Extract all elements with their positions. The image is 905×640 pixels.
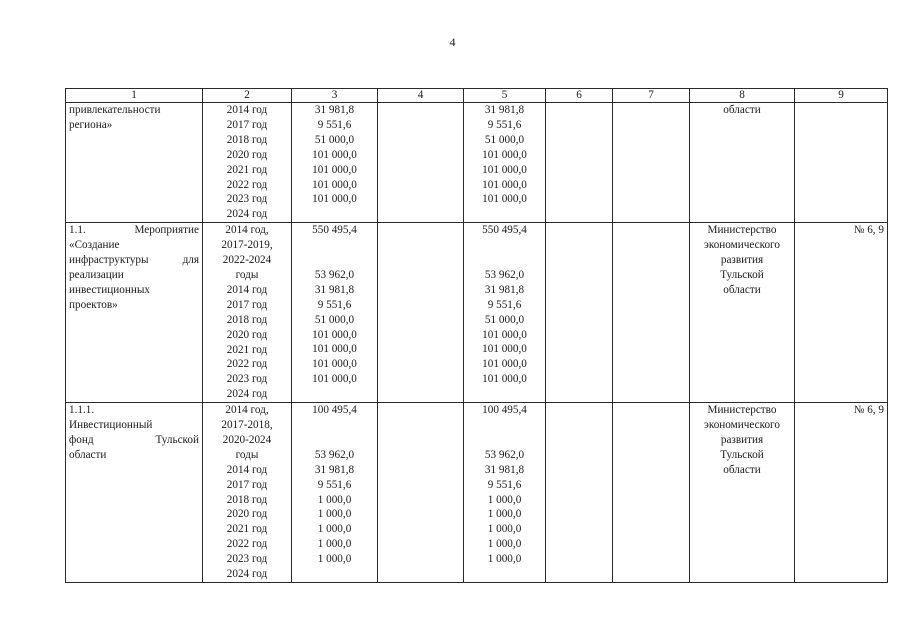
amount-line: 1 000,0 bbox=[487, 493, 522, 506]
period-line: 2023 год bbox=[226, 193, 268, 206]
period-line: 2023 год bbox=[226, 553, 268, 566]
amount-line: 101 000,0 bbox=[312, 373, 357, 386]
table-row bbox=[66, 223, 888, 403]
indicator-cell bbox=[795, 403, 888, 583]
amount-line: 51 000,0 bbox=[484, 133, 525, 146]
period-line: 2022 год bbox=[226, 358, 268, 371]
period-line: 2022 год bbox=[226, 178, 268, 191]
table-row bbox=[66, 403, 888, 583]
amount-line: 53 962,0 bbox=[484, 448, 525, 461]
amount-line: 101 000,0 bbox=[312, 163, 357, 176]
program-name-line: проектов» bbox=[69, 298, 118, 311]
responsible-line: Тульской bbox=[720, 268, 764, 281]
amount-line: 101 000,0 bbox=[312, 193, 357, 206]
program-name-line: 1.1.1. bbox=[69, 404, 95, 417]
column-header-7: 7 bbox=[613, 89, 690, 103]
responsible-line: Министерство bbox=[707, 404, 777, 417]
amount-line: 1 000,0 bbox=[487, 508, 522, 521]
program-name-line: привлекательности bbox=[69, 104, 161, 116]
period-line: 2017 год bbox=[226, 478, 268, 491]
period-line: годы bbox=[235, 448, 259, 461]
period-line: 2014 год bbox=[226, 104, 268, 116]
empty-cell-6 bbox=[546, 403, 613, 583]
amount-line: 1 000,0 bbox=[487, 523, 522, 536]
amount-line: 9 551,6 bbox=[487, 118, 522, 131]
period-line: 2021 год bbox=[226, 163, 268, 176]
responsible-line: области bbox=[723, 104, 761, 116]
amount-regional-cell bbox=[464, 103, 546, 223]
period-line: 2014 год, bbox=[225, 224, 269, 237]
amount-line: 101 000,0 bbox=[482, 343, 527, 356]
empty-cell-4 bbox=[378, 223, 464, 403]
amount-total-cell bbox=[292, 223, 378, 403]
empty-cell-7 bbox=[613, 103, 690, 223]
period-line: 2020-2024 bbox=[222, 433, 272, 446]
amount-line: 31 981,8 bbox=[484, 463, 525, 476]
amount-line: 31 981,8 bbox=[484, 283, 525, 296]
program-name-line: Инвестиционный bbox=[69, 419, 153, 432]
empty-cell-6 bbox=[546, 223, 613, 403]
period-cell bbox=[203, 103, 292, 223]
program-name-line: региона» bbox=[69, 118, 113, 131]
empty-cell-7 bbox=[613, 223, 690, 403]
program-name-line: реализации bbox=[69, 268, 124, 281]
amount-line: 1 000,0 bbox=[487, 553, 522, 566]
page-number: 4 bbox=[449, 35, 456, 49]
program-name-cell bbox=[66, 103, 203, 223]
responsible-line: Тульской bbox=[720, 448, 764, 461]
amount-line: 9 551,6 bbox=[487, 478, 522, 491]
amount-line: 1 000,0 bbox=[317, 523, 352, 536]
column-header-9: 9 bbox=[795, 89, 888, 103]
amount-line: 101 000,0 bbox=[482, 178, 527, 191]
empty-cell-6 bbox=[546, 103, 613, 223]
period-line: 2021 год bbox=[226, 523, 268, 536]
period-line: 2023 год bbox=[226, 373, 268, 386]
amount-line: 51 000,0 bbox=[314, 313, 355, 326]
amount-line: 53 962,0 bbox=[314, 268, 355, 281]
column-number-header bbox=[66, 89, 888, 103]
period-line: 2021 год bbox=[226, 343, 268, 356]
column-header-3: 3 bbox=[292, 89, 378, 103]
responsible-cell bbox=[690, 103, 795, 223]
amount-line: 101 000,0 bbox=[482, 148, 527, 161]
responsible-line: области bbox=[723, 463, 761, 476]
amount-line: 9 551,6 bbox=[317, 118, 352, 131]
program-name-line: области bbox=[69, 448, 107, 461]
amount-total: 550 495,4 bbox=[482, 224, 527, 237]
period-line: 2017-2019, bbox=[221, 239, 273, 252]
responsible-line: экономического bbox=[704, 239, 780, 252]
period-line: 2014 год bbox=[226, 283, 268, 296]
amount-total-cell bbox=[292, 103, 378, 223]
amount-line: 101 000,0 bbox=[312, 328, 357, 341]
responsible-line: экономического bbox=[704, 419, 780, 432]
responsible-line: области bbox=[723, 283, 761, 296]
amount-line: 101 000,0 bbox=[312, 148, 357, 161]
amount-total: 100 495,4 bbox=[312, 404, 357, 417]
responsible-cell bbox=[690, 403, 795, 583]
column-header-5: 5 bbox=[464, 89, 546, 103]
period-line: 2018 год bbox=[226, 133, 268, 146]
empty-cell-4 bbox=[378, 403, 464, 583]
period-line: 2022-2024 bbox=[222, 254, 272, 267]
responsible-cell bbox=[690, 223, 795, 403]
period-line: годы bbox=[235, 268, 259, 281]
period-cell bbox=[203, 403, 292, 583]
period-line: 2017 год bbox=[226, 298, 268, 311]
period-line: 2024 год bbox=[226, 208, 268, 221]
amount-line: 9 551,6 bbox=[487, 298, 522, 311]
period-line: 2024 год bbox=[226, 568, 268, 581]
amount-line: 101 000,0 bbox=[482, 328, 527, 341]
amount-line: 31 981,8 bbox=[484, 104, 525, 116]
amount-total-cell bbox=[292, 403, 378, 583]
period-line: 2024 год bbox=[226, 388, 268, 401]
responsible-line: развития bbox=[720, 433, 764, 446]
program-name-line: 1.1. Мероприятие bbox=[69, 224, 199, 237]
amount-line: 101 000,0 bbox=[312, 358, 357, 371]
program-name-line: «Создание bbox=[69, 239, 120, 252]
indicator-ref: № 6, 9 bbox=[853, 404, 884, 417]
period-cell bbox=[203, 223, 292, 403]
period-line: 2020 год bbox=[226, 508, 268, 521]
responsible-line: Министерство bbox=[707, 224, 777, 237]
period-line: 2020 год bbox=[226, 148, 268, 161]
amount-line: 1 000,0 bbox=[317, 553, 352, 566]
amount-line: 101 000,0 bbox=[312, 178, 357, 191]
period-line: 2014 год, bbox=[225, 404, 269, 417]
period-line: 2014 год bbox=[226, 463, 268, 476]
amount-line: 1 000,0 bbox=[487, 538, 522, 551]
amount-line: 1 000,0 bbox=[317, 493, 352, 506]
period-line: 2022 год bbox=[226, 538, 268, 551]
amount-total: 100 495,4 bbox=[482, 404, 527, 417]
amount-line: 101 000,0 bbox=[482, 163, 527, 176]
period-line: 2017 год bbox=[226, 118, 268, 131]
amount-line: 101 000,0 bbox=[482, 358, 527, 371]
amount-regional-cell bbox=[464, 403, 546, 583]
empty-cell-4 bbox=[378, 103, 464, 223]
program-name-cell bbox=[66, 223, 203, 403]
amount-line: 9 551,6 bbox=[317, 298, 352, 311]
amount-line: 51 000,0 bbox=[314, 133, 355, 146]
amount-line: 101 000,0 bbox=[482, 373, 527, 386]
indicator-cell bbox=[795, 223, 888, 403]
period-line: 2020 год bbox=[226, 328, 268, 341]
amount-line: 1 000,0 bbox=[317, 508, 352, 521]
column-header-8: 8 bbox=[690, 89, 795, 103]
program-name-line: инфраструктуры для bbox=[69, 254, 199, 267]
amount-line: 51 000,0 bbox=[484, 313, 525, 326]
period-line: 2018 год bbox=[226, 493, 268, 506]
indicator-ref: № 6, 9 bbox=[853, 224, 884, 237]
program-name-line: инвестиционных bbox=[69, 283, 150, 296]
column-header-6: 6 bbox=[546, 89, 613, 103]
program-name-line: фонд Тульской bbox=[69, 433, 199, 446]
period-line: 2017-2018, bbox=[221, 419, 273, 432]
amount-line: 101 000,0 bbox=[482, 193, 527, 206]
period-line: 2018 год bbox=[226, 313, 268, 326]
amount-total: 550 495,4 bbox=[312, 224, 357, 237]
amount-line: 53 962,0 bbox=[314, 448, 355, 461]
program-name-cell bbox=[66, 403, 203, 583]
column-header-2: 2 bbox=[203, 89, 292, 103]
column-header-1: 1 bbox=[66, 89, 203, 103]
amount-line: 53 962,0 bbox=[484, 268, 525, 281]
empty-cell-7 bbox=[613, 403, 690, 583]
amount-line: 31 981,8 bbox=[314, 104, 355, 116]
amount-line: 31 981,8 bbox=[314, 283, 355, 296]
amount-line: 101 000,0 bbox=[312, 343, 357, 356]
amount-line: 9 551,6 bbox=[317, 478, 352, 491]
column-header-4: 4 bbox=[378, 89, 464, 103]
responsible-line: развития bbox=[720, 254, 764, 267]
table-row bbox=[66, 103, 888, 223]
amount-line: 31 981,8 bbox=[314, 463, 355, 476]
indicator-cell bbox=[795, 103, 888, 223]
amount-regional-cell bbox=[464, 223, 546, 403]
budget-table bbox=[65, 88, 888, 583]
amount-line: 1 000,0 bbox=[317, 538, 352, 551]
